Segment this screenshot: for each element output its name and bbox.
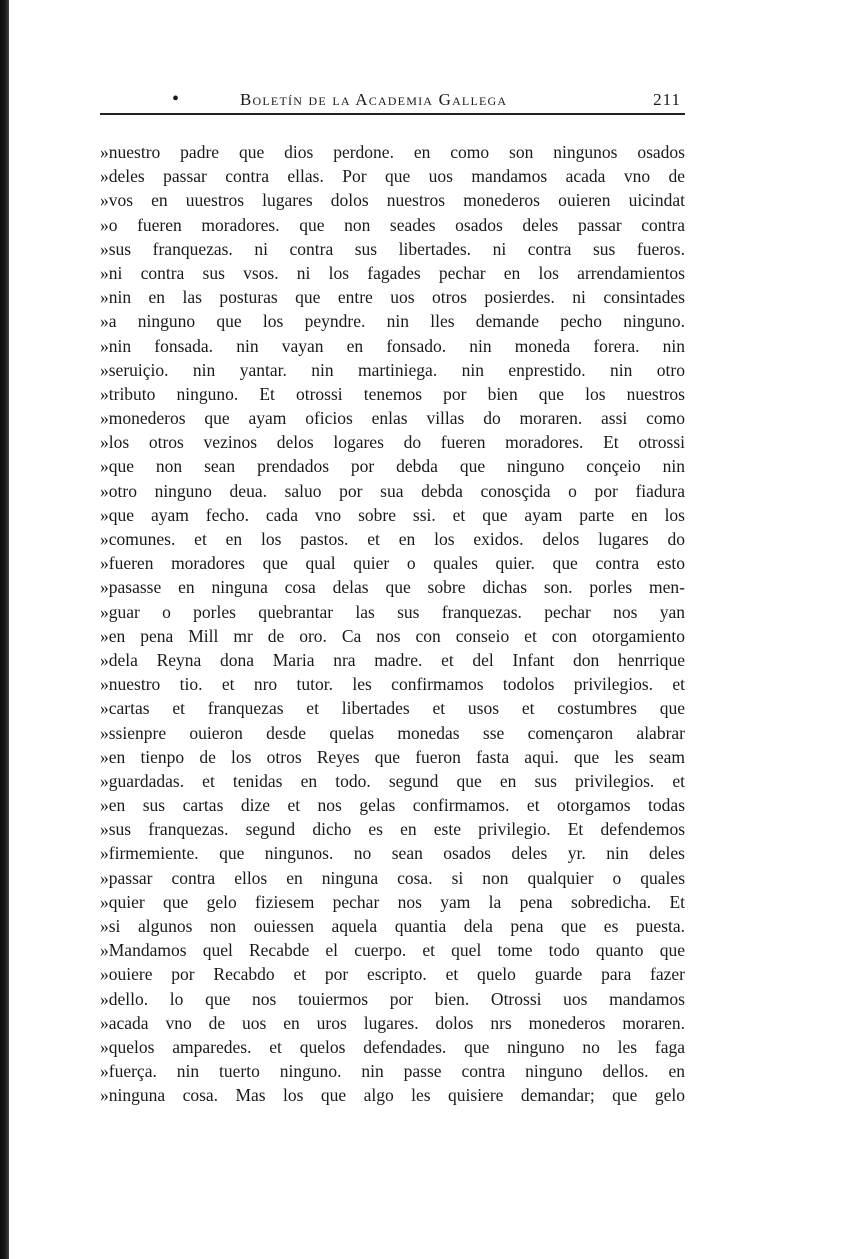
text-line: »dela Reyna dona Maria nra madre. et del Infant don henrrique xyxy=(100,649,685,670)
head-bullet: • xyxy=(172,88,180,110)
running-head xyxy=(100,87,685,113)
text-line: »sus franquezas. segund dicho es en este privilegio. Et defendemos xyxy=(100,819,685,840)
text-line: »ni contra sus vsos. ni los fagades pechar en los arrendamientos xyxy=(100,262,685,283)
text-line: »que non sean prendados por debda que ninguno conçeio nin xyxy=(100,456,685,477)
text-line: »ninguna cosa. Mas los que algo les quisiere demandar; que gelo xyxy=(100,1085,685,1106)
text-line: »ouiere por Recabdo et por escripto. et quelo guarde para fazer xyxy=(100,964,685,985)
text-line: »otro ninguno deua. saluo por sua debda conosçida o por fiadura xyxy=(100,480,685,501)
text-line: »passar contra ellos en ninguna cosa. si non qualquier o quales xyxy=(100,867,685,888)
text-line: »quier que gelo fiziesem pechar nos yam la pena sobredicha. Et xyxy=(100,891,685,912)
page-number: 211 xyxy=(653,90,681,109)
text-line: »acada vno de uos en uros lugares. dolos nrs monederos moraren. xyxy=(100,1012,685,1033)
text-line: »tributo ninguno. Et otrossi tenemos por bien que los nuestros xyxy=(100,383,685,404)
text-line: »nuestro tio. et nro tutor. les confirmamos todolos privilegios. et xyxy=(100,674,685,695)
text-line: »deles passar contra ellas. Por que uos mandamos acada vno de xyxy=(100,166,685,187)
text-line: »en tienpo de los otros Reyes que fueron fasta aqui. que les seam xyxy=(100,746,685,767)
text-line: »comunes. et en los pastos. et en los exidos. delos lugares do xyxy=(100,529,685,549)
text-line: »que ayam fecho. cada vno sobre ssi. et que ayam parte en los xyxy=(100,504,685,525)
scan-left-edge xyxy=(0,0,9,1259)
text-line: »sus franquezas. ni contra sus libertades. ni contra sus fueros. xyxy=(100,238,685,259)
text-line: »nin fonsada. nin vayan en fonsado. nin moneda forera. nin xyxy=(100,335,685,356)
running-title: Boletín de la Academia Gallega xyxy=(240,90,508,109)
text-line: »fueren moradores que qual quier o quales quier. que contra esto xyxy=(100,553,685,574)
text-line: »fuerça. nin tuerto ninguno. nin passe contra ninguno dellos. en xyxy=(100,1061,685,1082)
text-line: »dello. lo que nos touiermos por bien. Otrossi uos mandamos xyxy=(100,988,685,1009)
text-line: »en pena Mill mr de oro. Ca nos con conseio et con otorgamiento xyxy=(100,625,685,646)
text-line: »o fueren moradores. que non seades osados deles passar contra xyxy=(100,214,685,235)
text-line: »ssienpre ouieron desde quelas monedas sse començaron alabrar xyxy=(100,722,685,743)
text-line: »guar o porles quebrantar las sus franquezas. pechar nos yan xyxy=(100,601,685,622)
text-line: »quelos amparedes. et quelos defendades. que ninguno no les faga xyxy=(100,1036,685,1057)
text-line: »seruiçio. nin yantar. nin martiniega. nin enprestido. nin otro xyxy=(100,359,685,380)
text-line: »a ninguno que los peyndre. nin lles demande pecho ninguno. xyxy=(100,311,685,332)
text-line: »nin en las posturas que entre uos otros posierdes. ni consintades xyxy=(100,287,685,308)
text-line: »cartas et franquezas et libertades et usos et costumbres que xyxy=(100,698,685,719)
text-line: »en sus cartas dize et nos gelas confirmamos. et otorgamos todas xyxy=(100,795,685,816)
text-line: »pasasse en ninguna cosa delas que sobre dichas son. porles men- xyxy=(100,577,685,598)
text-line: »nuestro padre que dios perdone. en como son ningunos osados xyxy=(100,142,685,162)
text-line: »firmemiente. que ningunos. no sean osados deles yr. nin deles xyxy=(100,843,685,864)
document-body xyxy=(100,140,685,1108)
text-line: »monederos que ayam oficios enlas villas do moraren. assi como xyxy=(100,408,685,429)
text-line: »Mandamos quel Recabde el cuerpo. et quel tome todo quanto que xyxy=(100,940,685,961)
text-line: »si algunos non ouiessen aquela quantia dela pena que es puesta. xyxy=(100,916,685,936)
text-line: »vos en uuestros lugares dolos nuestros monederos ouieren uicindat xyxy=(100,190,685,211)
text-line: »los otros vezinos delos logares do fueren moradores. Et otrossi xyxy=(100,432,685,453)
text-line: »guardadas. et tenidas en todo. segund que en sus privilegios. et xyxy=(100,770,685,791)
header-rule xyxy=(100,113,685,115)
